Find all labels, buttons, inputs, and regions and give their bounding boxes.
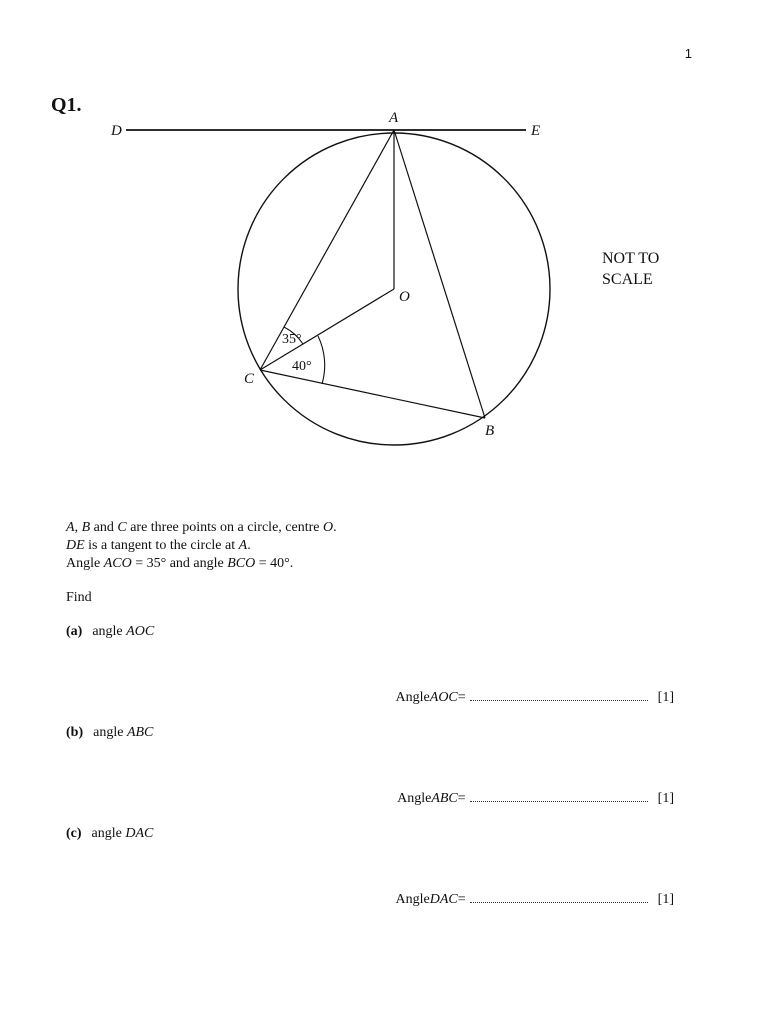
stem-text: . bbox=[247, 538, 251, 553]
stem-line-1 bbox=[66, 519, 337, 537]
stem-text: B bbox=[81, 520, 91, 535]
stem-text: . bbox=[333, 520, 337, 535]
answer-line-b bbox=[397, 791, 674, 807]
chord-ab bbox=[394, 130, 485, 418]
answer-field-a[interactable] bbox=[470, 690, 648, 701]
answer-line-c bbox=[396, 892, 674, 908]
stem-text: , bbox=[74, 520, 82, 535]
marks-a: [1] bbox=[657, 690, 674, 705]
answer-prefix: Angle bbox=[395, 892, 430, 907]
not-to-scale-line-2: SCALE bbox=[602, 271, 653, 288]
radius-co bbox=[260, 289, 394, 370]
marks-b: [1] bbox=[657, 791, 674, 806]
angle-label-bco: 40° bbox=[292, 359, 312, 374]
circle-geometry-diagram bbox=[0, 0, 768, 470]
part-label: (a) bbox=[66, 624, 83, 639]
stem-line-2 bbox=[66, 537, 337, 555]
chord-ac bbox=[260, 130, 394, 370]
part-label: (c) bbox=[66, 826, 82, 841]
answer-prefix: Angle bbox=[395, 690, 430, 705]
question-stem bbox=[66, 519, 337, 573]
answer-angle: ABC bbox=[431, 791, 458, 806]
stem-text: A bbox=[66, 520, 75, 535]
part-c-question bbox=[66, 825, 153, 843]
stem-line-3 bbox=[66, 555, 337, 573]
label-point-o: O bbox=[399, 289, 410, 305]
stem-text: Angle bbox=[66, 556, 104, 571]
not-to-scale-line-1: NOT TO bbox=[602, 250, 660, 267]
stem-text: C bbox=[117, 520, 127, 535]
stem-text: is a tangent to the circle at bbox=[84, 538, 239, 553]
page-number: 1 bbox=[684, 46, 692, 61]
label-point-e: E bbox=[531, 123, 541, 139]
stem-text: and bbox=[90, 520, 118, 535]
part-angle: ABC bbox=[126, 725, 154, 740]
answer-field-c[interactable] bbox=[470, 892, 648, 903]
part-angle: DAC bbox=[125, 826, 154, 841]
part-text: angle bbox=[91, 826, 126, 841]
part-text: angle bbox=[93, 725, 127, 740]
part-label: (b) bbox=[66, 725, 84, 740]
answer-field-b[interactable] bbox=[470, 791, 648, 802]
stem-text: DE bbox=[66, 538, 85, 553]
answer-equals: = bbox=[457, 791, 466, 806]
part-text: angle bbox=[92, 624, 127, 639]
answer-equals: = bbox=[457, 892, 466, 907]
part-b-question bbox=[66, 724, 153, 742]
answer-line-a bbox=[396, 690, 674, 706]
answer-equals: = bbox=[457, 690, 466, 705]
label-point-d: D bbox=[111, 123, 122, 139]
stem-text: ACO bbox=[103, 556, 132, 571]
stem-text: O bbox=[322, 520, 334, 535]
label-point-c: C bbox=[244, 371, 255, 387]
part-angle: AOC bbox=[126, 624, 155, 639]
stem-text: are three points on a circle, centre bbox=[126, 520, 323, 535]
marks-c: [1] bbox=[657, 892, 674, 907]
label-point-a: A bbox=[389, 110, 399, 126]
answer-prefix: Angle bbox=[397, 791, 432, 806]
label-point-b: B bbox=[485, 423, 495, 439]
angle-label-aco: 35° bbox=[282, 332, 302, 347]
stem-text: = 35° and angle bbox=[131, 556, 228, 571]
stem-text: = 40°. bbox=[255, 556, 294, 571]
stem-text: BCO bbox=[227, 556, 256, 571]
answer-angle: DAC bbox=[429, 892, 458, 907]
not-to-scale-note bbox=[602, 248, 722, 290]
part-a-question bbox=[66, 623, 154, 641]
angle-arc-bco bbox=[318, 336, 325, 384]
stem-text: A bbox=[238, 538, 248, 553]
question-number: Q1. bbox=[51, 94, 82, 116]
answer-angle: AOC bbox=[429, 690, 458, 705]
chord-cb bbox=[260, 370, 485, 418]
find-instruction: Find bbox=[66, 590, 92, 605]
